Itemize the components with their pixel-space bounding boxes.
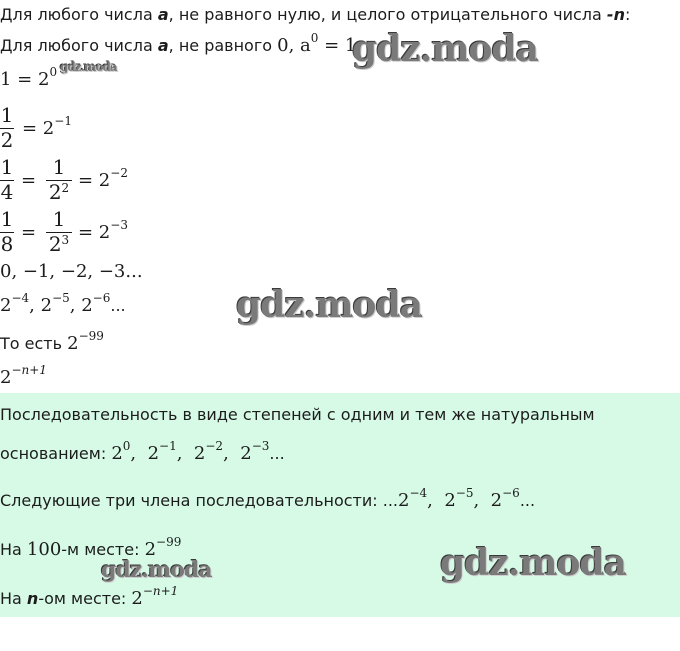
base: 2 <box>111 443 123 464</box>
var-n: n <box>26 589 39 608</box>
watermark-logo: gdz.moda <box>352 28 538 70</box>
fraction-row-1 <box>0 104 100 154</box>
base: 2 <box>193 443 206 464</box>
intro-line-2 <box>0 31 357 57</box>
var-a: a <box>157 36 169 55</box>
numerator: 1 <box>0 155 14 179</box>
intro-text: Для любого числа <box>0 36 158 55</box>
watermark-logo: gdz.moda <box>440 542 626 584</box>
base: 2 <box>144 539 157 560</box>
exponent: −6 <box>502 486 520 500</box>
exponent: 0 <box>122 439 131 453</box>
label: На <box>0 540 27 559</box>
base: 2 <box>147 443 160 464</box>
eq-one <box>0 65 58 91</box>
equals: = <box>21 222 37 243</box>
numerator: 1 <box>52 207 66 231</box>
base: , 2 <box>29 295 53 316</box>
exponent: −1 <box>159 439 177 453</box>
fraction-row-2 <box>0 156 160 206</box>
math-expr: 0, a <box>277 35 311 56</box>
ellipsis: ... <box>269 444 285 463</box>
ellipsis: ... <box>110 296 126 315</box>
denominator: 2 <box>48 180 62 204</box>
intro-text: : <box>624 5 631 24</box>
base: 2 <box>0 295 12 316</box>
numerator: 1 <box>0 103 14 127</box>
label: -м месте: <box>61 540 145 559</box>
answer-next-line: Следующие три члена последовательности: $...2^{-4}$, $2^{-5}$, $2^{-6}$... <box>0 486 536 511</box>
var-a: a <box>157 5 169 24</box>
base: 2 <box>67 333 79 354</box>
exponents-line: 0, −1, −2, −3... <box>0 261 143 282</box>
math-expr: 1 = 2 <box>0 69 50 90</box>
exponent: −2 <box>110 166 128 180</box>
exponent: −5 <box>52 291 70 305</box>
base: 2 <box>240 443 252 464</box>
that-is-line <box>0 329 104 355</box>
exponent: −99 <box>156 535 182 549</box>
exponent: −4 <box>11 291 30 305</box>
numerator: 1 <box>52 155 66 179</box>
denominator: 4 <box>0 180 14 204</box>
exponent: −6 <box>92 291 111 305</box>
answer-nth-line <box>0 584 179 610</box>
fraction-row-3 <box>0 208 160 258</box>
base: 2 <box>131 588 143 609</box>
exponent: −5 <box>455 486 474 500</box>
denominator: 8 <box>0 232 14 256</box>
ellipsis: ... <box>519 491 536 510</box>
seq-label: основанием: <box>0 444 112 463</box>
denominator: 2 <box>48 232 62 256</box>
exponent: 0 <box>310 31 319 45</box>
exponent: 3 <box>61 233 70 247</box>
general-term <box>0 363 47 389</box>
exponent: −99 <box>78 329 104 343</box>
intro-line-1 <box>0 5 630 25</box>
intro-text: Для любого числа <box>0 5 158 24</box>
exponent: 2 <box>61 181 70 195</box>
exponent: −1 <box>54 114 72 128</box>
exponent: −4 <box>409 486 428 500</box>
number: 100 <box>26 539 62 560</box>
rhs <box>22 114 72 140</box>
powers-line <box>0 291 126 317</box>
base: 2 <box>444 490 456 511</box>
math-expr: = 2 <box>78 222 111 243</box>
rhs <box>78 166 128 192</box>
intro-text: , не равного <box>168 36 278 55</box>
exponent: −3 <box>110 218 128 232</box>
answer-seq-line-1: Последовательность в виде степеней с одним и тем же натуральным <box>0 405 595 424</box>
equals: = <box>21 170 37 191</box>
base: 2 <box>0 367 12 388</box>
that-is-label: То есть <box>0 334 68 353</box>
math-expr: = 2 <box>78 170 111 191</box>
math-expr: = 1 <box>318 35 357 56</box>
label: -ом месте: <box>38 589 132 608</box>
denominator: 2 <box>0 128 14 152</box>
numerator: 1 <box>0 207 14 231</box>
exponent: −3 <box>251 439 270 453</box>
rhs <box>78 218 128 244</box>
var-n: -n <box>606 5 625 24</box>
answer-seq-line-2: основанием: $2^0$, $2^{-1}$, $2^{-2}$, $2^{-3}$... <box>0 439 285 464</box>
exponent: −n+1 <box>11 363 47 377</box>
label: На <box>0 589 27 608</box>
exponent: 0 <box>49 65 58 79</box>
base: , 2 <box>69 295 93 316</box>
watermark-logo: gdz.moda <box>101 557 212 583</box>
base: 2 <box>398 490 410 511</box>
exponent: −n+1 <box>142 584 179 598</box>
watermark-logo: gdz.moda <box>60 60 117 74</box>
watermark-logo: gdz.moda <box>236 284 422 326</box>
next-label: Следующие три члена последовательности: ... <box>0 491 398 510</box>
math-expr: = 2 <box>22 118 55 139</box>
intro-text: , не равного нулю, и целого отрицательного числа <box>168 5 607 24</box>
base: 2 <box>490 490 503 511</box>
exponent: −2 <box>205 439 224 453</box>
